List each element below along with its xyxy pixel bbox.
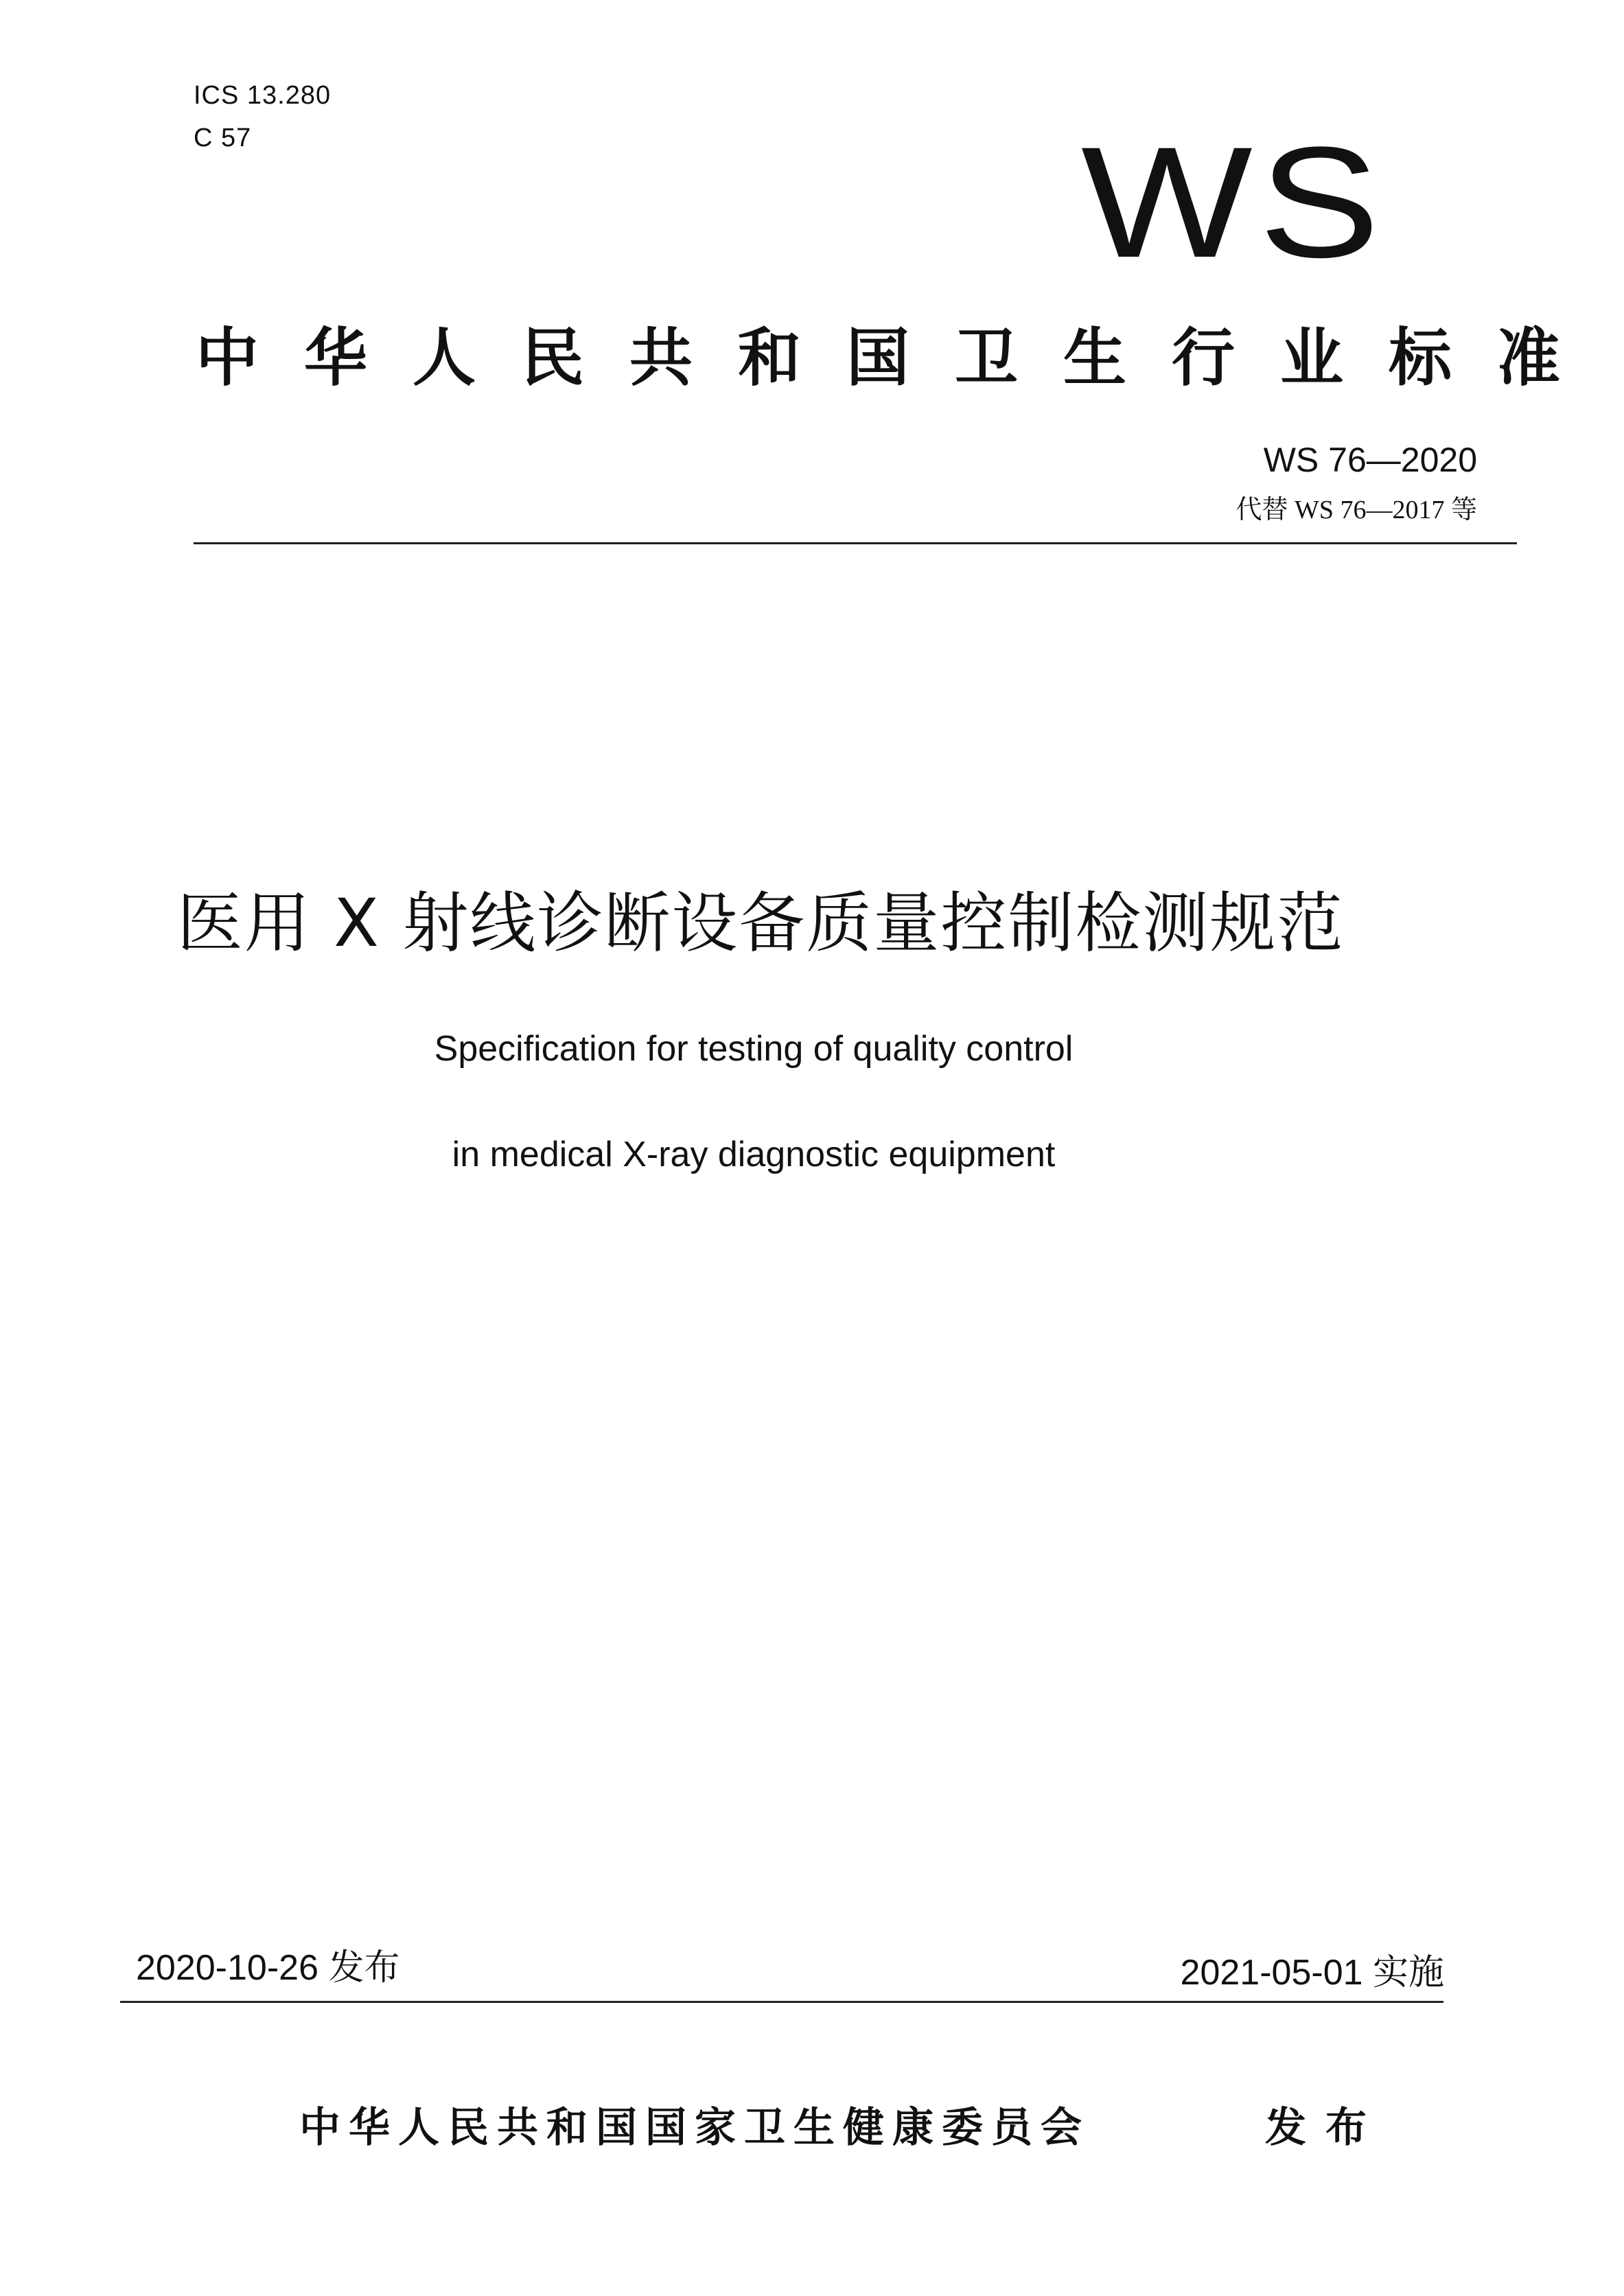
implementation-date: 2021-05-01 实施	[1180, 1953, 1444, 1993]
publisher-name: 中华人民共和国国家卫生健康委员会	[299, 2104, 1090, 2152]
standard-category-title: 中华人民共和国卫生行业标准	[196, 321, 1606, 395]
ics-code: ICS 13.280	[194, 81, 332, 110]
ccs-code: C 57	[194, 124, 252, 152]
ws-logo: WS	[1081, 114, 1387, 290]
header-divider	[194, 542, 1517, 544]
issue-date: 2020-10-26 发布	[136, 1948, 400, 1988]
document-title-en-line2: in medical X-ray diagnostic equipment	[452, 1135, 1056, 1174]
replaces-note: 代替 WS 76—2017 等	[1236, 496, 1477, 524]
footer-divider	[120, 2001, 1443, 2003]
document-title-en-line1: Specification for testing of quality control	[434, 1029, 1074, 1069]
standard-number: WS 76—2020	[1263, 441, 1477, 479]
document-title-cn: 医用 X 射线诊断设备质量控制检测规范	[176, 885, 1345, 962]
publish-label: 发布	[1265, 2104, 1386, 2152]
